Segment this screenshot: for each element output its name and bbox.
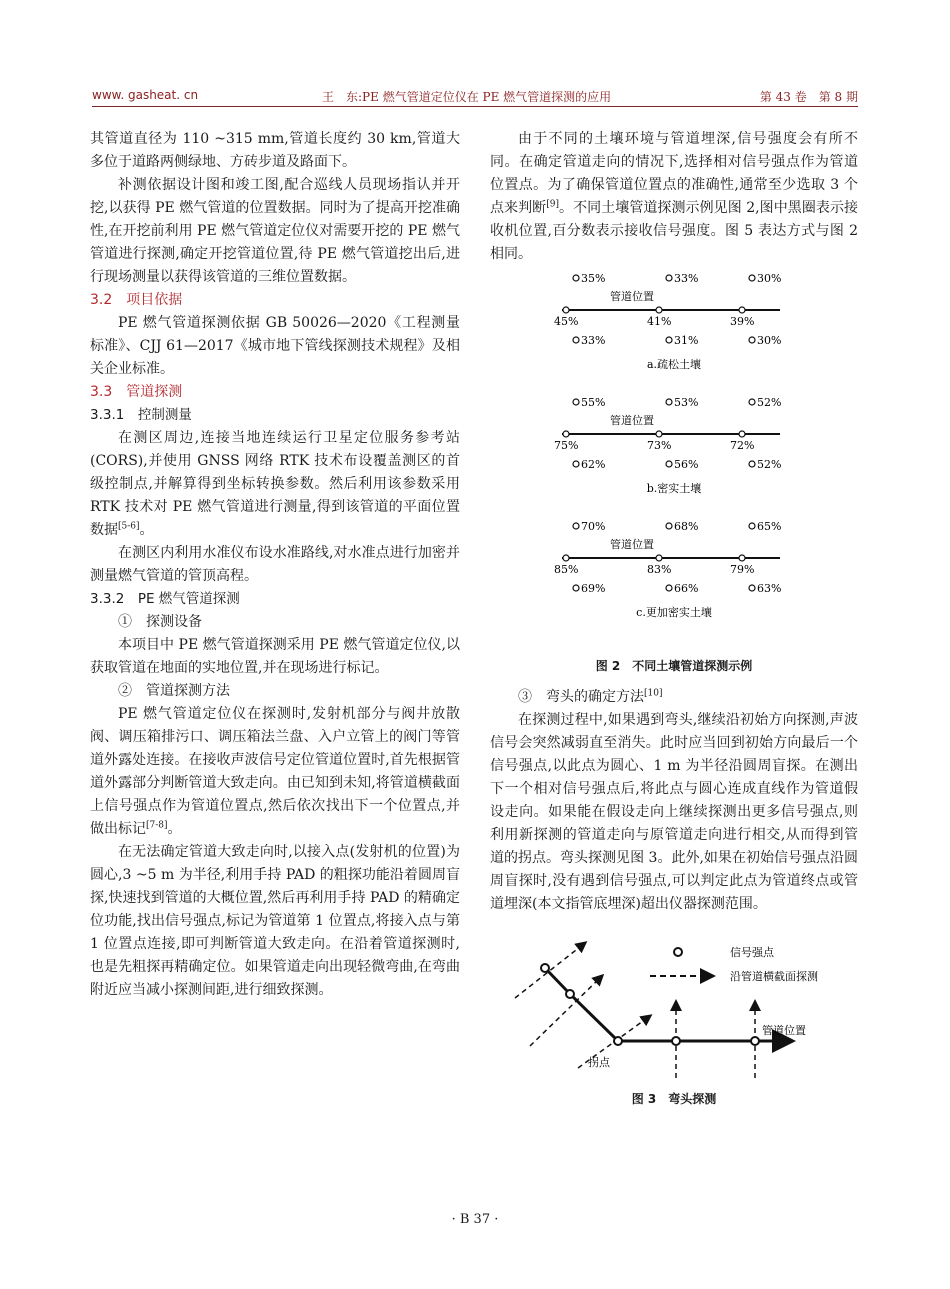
right-column [490,128,858,1111]
legend-point-icon [674,948,682,956]
paragraph: PE 燃气管道定位仪在探测时,发射机部分与阀井放散阀、调压箱排污口、调压箱法兰盘、入户立管上的阀门等管道外露处连接。在接收声波信号定位管道位置时,首先根据管道外露部分判断管道大致走向。由已知到未知,将管道横截面上信号强点作为管道位置点,然后依次找出下一个位置点,并做出标记[7-8]。 [90,706,460,837]
signal-label: 79% [730,563,755,576]
receiver-point [749,275,755,281]
receiver-point [739,555,745,561]
signal-label: 52% [757,458,782,471]
signal-label: 41% [647,315,672,328]
figure-3-svg [490,938,858,1088]
citation: [9] [546,199,559,210]
receiver-point [666,585,672,591]
receiver-point [563,431,569,437]
receiver-point [573,337,579,343]
left-column [90,128,460,1002]
signal-label: 66% [674,582,699,595]
receiver-point [739,431,745,437]
journal-website: www. gasheat. cn [92,88,199,102]
figure-3-bend-detection [490,938,858,1088]
signal-point [566,990,574,998]
receiver-point [749,337,755,343]
receiver-point [749,523,755,529]
signal-label: 33% [674,272,699,285]
receiver-point [749,399,755,405]
signal-label: 56% [674,458,699,471]
panel-caption: c.更加密实土壤 [636,606,712,619]
signal-label: 31% [674,334,699,347]
paragraph: 由于不同的土壤环境与管道埋深,信号强度会有所不同。在确定管道走向的情况下,选择相对信号强点作为管道位置点。为了确保管道位置点的准确性,通常至少选取 3 个点来判断[9]。不同土壤管道探测示例见图 2,图中黑圈表示接收机位置,百分数表示接收信号强度。图 5 表达方式与图 2 相同。 [490,131,859,262]
item-heading: ② 管道探测方法 [118,683,230,699]
legend-arrow-label: 沿管道横截面探测 [730,970,818,983]
signal-label: 52% [757,396,782,409]
signal-label: 39% [730,315,755,328]
panel-caption: a.疏松土壤 [646,358,702,371]
signal-label: 68% [674,520,699,533]
paragraph: 在测区内利用水准仪布设水准路线,对水准点进行加密并测量燃气管道的管顶高程。 [90,545,460,584]
pipe-line [545,968,755,1041]
pipe-position-label: 管道位置 [610,538,654,551]
signal-label: 83% [647,563,672,576]
receiver-point [749,585,755,591]
signal-point [614,1037,622,1045]
signal-label: 53% [674,396,699,409]
signal-label: 85% [554,563,579,576]
citation: [5-6] [118,521,140,532]
signal-label: 62% [581,458,606,471]
signal-point [751,1037,759,1045]
figure-2-caption: 图 2 不同土壤管道探测示例 [595,659,753,673]
receiver-point [666,523,672,529]
panel-caption: b.密实土壤 [646,482,702,495]
running-title: 王 东:PE 燃气管道定位仪在 PE 燃气管道探测的应用 [322,90,612,104]
receiver-point [573,399,579,405]
figure-2-svg [490,270,858,655]
signal-label: 70% [581,520,606,533]
subsection-heading: 3.3.2 PE 燃气管道探测 [90,591,240,607]
pipe-position-label: 管道位置 [762,1024,806,1037]
page-header [92,82,858,107]
item-heading: ① 探测设备 [118,614,202,630]
subsection-heading: 3.3.1 控制测量 [90,407,192,423]
signal-label: 75% [554,439,579,452]
receiver-point [563,555,569,561]
page-number: · B 37 · [451,1212,499,1227]
bend-point-label: 拐点 [588,1056,610,1069]
receiver-point [656,431,662,437]
signal-label: 55% [581,396,606,409]
signal-label: 65% [757,520,782,533]
paragraph: 其管道直径为 110 ~315 mm,管道长度约 30 km,管道大多位于道路两侧绿地、方砖步道及路面下。 [90,131,460,170]
signal-label: 30% [757,334,782,347]
signal-label: 73% [647,439,672,452]
signal-label: 72% [730,439,755,452]
receiver-point [739,307,745,313]
pipe-position-label: 管道位置 [610,414,654,427]
signal-label: 45% [554,315,579,328]
legend-point-label: 信号强点 [730,946,774,959]
receiver-point [666,461,672,467]
signal-label: 35% [581,272,606,285]
paragraph: 在无法确定管道大致走向时,以接入点(发射机的位置)为圆心,3 ~5 m 为半径,利用手持 PAD 的粗探功能沿着圆周盲探,快速找到管道的大概位置,然后再利用手持 PAD 的精确定位功能,找出信号强点,标记为管道第 1 位置点,将接入点与第 1 位置点连接,即可判断管道大致走向。在沿着管道探测时,也是先粗探再精确定位。如果管道走向出现轻微弯曲,在弯曲附近应当减小探测间距,进行细致探测。 [90,844,460,998]
receiver-point [749,461,755,467]
signal-label: 33% [581,334,606,347]
citation: [7-8] [146,820,168,831]
section-heading: 3.3 管道探测 [90,384,183,400]
volume-issue: 第 43 卷 第 8 期 [759,90,858,104]
receiver-point [573,275,579,281]
figure-3-caption: 图 3 弯头探测 [631,1092,717,1106]
receiver-point [656,555,662,561]
pipe-position-label: 管道位置 [610,290,654,303]
signal-label: 69% [581,582,606,595]
signal-label: 63% [757,582,782,595]
figure-2-soil-detection [490,270,858,655]
probe-arrow [530,976,602,1046]
signal-label: 30% [757,272,782,285]
receiver-point [666,399,672,405]
signal-point [672,1037,680,1045]
receiver-point [563,307,569,313]
citation: [10] [644,688,663,699]
section-heading: 3.2 项目依据 [90,292,183,308]
receiver-point [573,585,579,591]
paragraph: 在测区周边,连接当地连续运行卫星定位服务参考站(CORS),并使用 GNSS 网络 RTK 技术布设覆盖测区的首级控制点,并解算得到坐标转换参数。然后利用该参数采用 RTK 技术对 PE 燃气管道进行测量,得到该管道的平面位置数据[5-6]。 [90,430,460,538]
receiver-point [573,523,579,529]
probe-arrow [515,943,585,998]
receiver-point [666,337,672,343]
paragraph: 补测依据设计图和竣工图,配合巡线人员现场指认并开挖,以获得 PE 燃气管道的位置数据。同时为了提高开挖准确性,在开挖前利用 PE 燃气管道定位仪对需要开挖的 PE 燃气管道进行探测,确定开挖管道位置,待 PE 燃气管道挖出后,进行现场测量以获得该管道的三维位置数据。 [90,177,460,285]
signal-point [541,964,549,972]
paragraph: 在探测过程中,如果遇到弯头,继续沿初始方向探测,声波信号会突然减弱直至消失。此时应当回到初始方向最后一个信号强点,以此点为圆心、1 m 为半径沿圆周盲探。在测出下一个相对信号强点后,将此点与圆心连成直线作为管道假设走向。如果能在假设走向上继续探测出更多信号强点,则利用新探测的管道走向与原管道走向进行相交,从而得到管道的拐点。弯头探测见图 3。此外,如果在初始信号强点沿圆周盲探时,没有遇到信号强点,可以判定此点为管道终点或管道埋深(本文指管底埋深)超出仪器探测范围。 [490,712,858,912]
paragraph: 本项目中 PE 燃气管道探测采用 PE 燃气管道定位仪,以获取管道在地面的实地位置,并在现场进行标记。 [90,637,460,676]
item-heading: ③ 弯头的确定方法[10] [518,688,663,705]
receiver-point [573,461,579,467]
receiver-point [666,275,672,281]
receiver-point [656,307,662,313]
paragraph: PE 燃气管道探测依据 GB 50026—2020《工程测量标准》、CJJ 61—2017《城市地下管线探测技术规程》及相关企业标准。 [90,315,460,377]
